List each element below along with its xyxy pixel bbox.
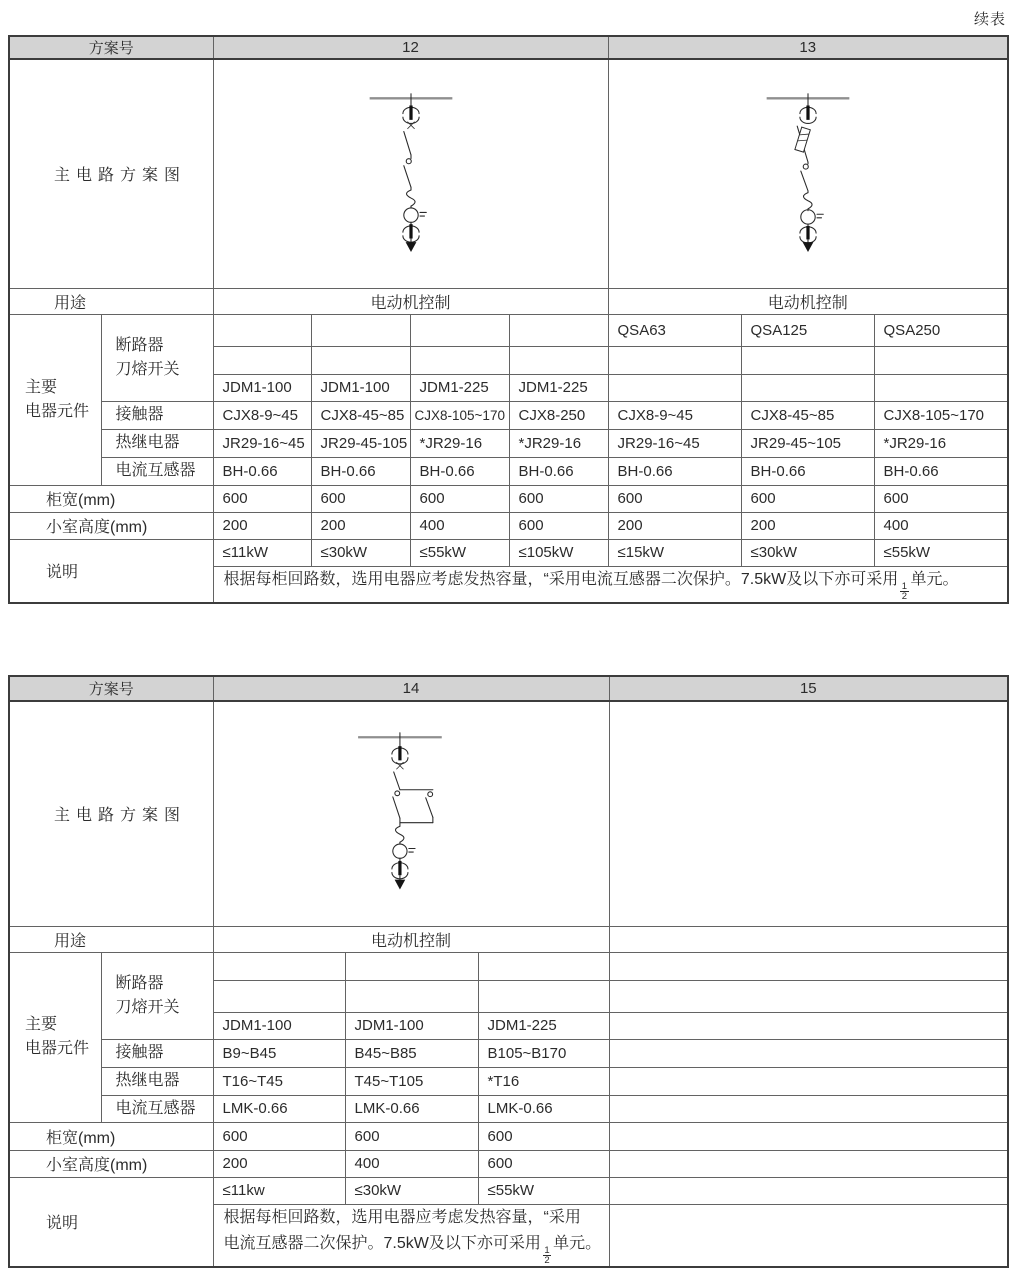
scheme-15-header: 15 — [609, 676, 1008, 701]
power-cell: ≤15kW — [608, 539, 741, 566]
breaker-cell — [213, 346, 311, 374]
height-cell: 200 — [608, 512, 741, 539]
breaker-cell — [478, 980, 609, 1012]
cabinet-width-label: 柜宽(mm) — [9, 485, 213, 512]
scheme-table-14-15 — [8, 675, 1009, 1268]
ct-cell: BH-0.66 — [311, 457, 410, 485]
note-text-cell — [213, 566, 1008, 603]
note-label: 说明 — [9, 539, 213, 603]
contactor-cell: CJX8-105~170 — [874, 401, 1008, 429]
breaker-cell: QSA125 — [741, 314, 874, 346]
power-cell: ≤55kW — [874, 539, 1008, 566]
scheme-table-12-13 — [8, 35, 1009, 604]
width-cell: 600 — [311, 485, 410, 512]
one-half-fraction: $\frac{1}{2}$ — [901, 580, 907, 603]
scheme-12-header: 12 — [213, 36, 608, 59]
note-text: 单元。 — [910, 570, 959, 588]
scheme-14-header: 14 — [213, 676, 609, 701]
contactor-cell: B105~B170 — [478, 1039, 609, 1067]
circuit-diagram-scheme-14 — [349, 731, 474, 893]
breaker-cell: QSA250 — [874, 314, 1008, 346]
breaker-cell — [609, 1012, 1008, 1039]
thermal-cell: JR29-16~45 — [608, 429, 741, 457]
breaker-cell: JDM1-100 — [213, 1012, 345, 1039]
width-cell: 600 — [345, 1122, 478, 1150]
breaker-cell: JDM1-225 — [509, 374, 608, 401]
note-text: 根据每柜回路数，选用电器应考虑发热容量，“采用 — [223, 1208, 581, 1226]
thermal-cell: *JR29-16 — [509, 429, 608, 457]
width-cell: 600 — [741, 485, 874, 512]
breaker-cell: JDM1-225 — [478, 1012, 609, 1039]
breaker-cell — [509, 314, 608, 346]
main-components-label: 主要 电器元件 — [9, 952, 101, 1122]
breaker-cell — [213, 314, 311, 346]
width-cell: 600 — [509, 485, 608, 512]
contactor-label: 接触器 — [101, 1039, 213, 1067]
diagram-cell-scheme-15 — [609, 701, 1008, 926]
power-cell: ≤30kW — [311, 539, 410, 566]
height-cell: 400 — [345, 1150, 478, 1177]
power-cell: ≤55kW — [410, 539, 509, 566]
thermal-cell: T16~T45 — [213, 1067, 345, 1095]
ct-cell: BH-0.66 — [509, 457, 608, 485]
width-cell: 600 — [213, 485, 311, 512]
thermal-relay-label: 热继电器 — [101, 429, 213, 457]
ct-cell: BH-0.66 — [410, 457, 509, 485]
thermal-cell: JR29-45~105 — [741, 429, 874, 457]
width-cell: 600 — [410, 485, 509, 512]
breaker-cell: JDM1-100 — [213, 374, 311, 401]
height-cell: 200 — [213, 512, 311, 539]
circuit-diagram-scheme-13 — [754, 92, 862, 252]
contactor-cell: CJX8-45~85 — [311, 401, 410, 429]
ct-label: 电流互感器 — [101, 457, 213, 485]
power-cell: ≤105kW — [509, 539, 608, 566]
height-cell — [609, 1150, 1008, 1177]
cell-height-label: 小室高度(mm) — [9, 512, 213, 539]
cabinet-width-label: 柜宽(mm) — [9, 1122, 213, 1150]
scheme-no-header: 方案号 — [9, 36, 213, 59]
breaker-cell — [478, 952, 609, 980]
usage-label: 用途 — [9, 926, 213, 952]
ct-cell: LMK-0.66 — [478, 1095, 609, 1122]
breaker-cell — [410, 314, 509, 346]
usage-scheme-14: 电动机控制 — [213, 926, 609, 952]
breaker-cell — [741, 346, 874, 374]
breaker-cell — [311, 346, 410, 374]
circuit-diagram-scheme-12 — [357, 92, 465, 252]
power-cell: ≤30kW — [345, 1177, 478, 1204]
height-cell: 400 — [874, 512, 1008, 539]
thermal-cell: JR29-45-105 — [311, 429, 410, 457]
contactor-cell: CJX8-45~85 — [741, 401, 874, 429]
scheme-13-header: 13 — [608, 36, 1008, 59]
power-cell: ≤11kw — [213, 1177, 345, 1204]
main-components-label: 主要 电器元件 — [9, 314, 101, 485]
note-text: 电流互感器二次保护。7.5kW及以下亦可采用 — [223, 1234, 541, 1252]
usage-scheme-15 — [609, 926, 1008, 952]
thermal-cell: JR29-16~45 — [213, 429, 311, 457]
usage-label: 用途 — [9, 288, 213, 314]
contactor-cell — [609, 1039, 1008, 1067]
diagram-cell-scheme-12 — [213, 59, 608, 288]
breaker-cell — [609, 952, 1008, 980]
contactor-cell: B45~B85 — [345, 1039, 478, 1067]
contactor-cell: CJX8-105~170 — [410, 401, 509, 429]
ct-cell: LMK-0.66 — [345, 1095, 478, 1122]
breaker-cell: JDM1-100 — [311, 374, 410, 401]
note-text-cell — [213, 1204, 609, 1267]
note-text: 单元。 — [553, 1234, 602, 1252]
ct-cell: BH-0.66 — [608, 457, 741, 485]
note-label: 说明 — [9, 1177, 213, 1267]
height-cell: 600 — [478, 1150, 609, 1177]
breaker-cell: JDM1-100 — [345, 1012, 478, 1039]
one-half-fraction: $\frac{1}{2}$ — [544, 1244, 550, 1267]
breaker-cell — [213, 952, 345, 980]
height-cell: 400 — [410, 512, 509, 539]
thermal-relay-label: 热继电器 — [101, 1067, 213, 1095]
ct-cell: BH-0.66 — [213, 457, 311, 485]
height-cell: 600 — [509, 512, 608, 539]
breaker-cell — [509, 346, 608, 374]
cell-height-label: 小室高度(mm) — [9, 1150, 213, 1177]
width-cell: 600 — [478, 1122, 609, 1150]
power-cell — [609, 1177, 1008, 1204]
power-cell: ≤11kW — [213, 539, 311, 566]
ct-label: 电流互感器 — [101, 1095, 213, 1122]
thermal-cell: *T16 — [478, 1067, 609, 1095]
breaker-cell — [311, 314, 410, 346]
breaker-cell — [345, 980, 478, 1012]
ct-cell: LMK-0.66 — [213, 1095, 345, 1122]
breaker-cell — [741, 374, 874, 401]
usage-scheme-13: 电动机控制 — [608, 288, 1008, 314]
breaker-cell — [410, 346, 509, 374]
thermal-cell: *JR29-16 — [410, 429, 509, 457]
thermal-cell: T45~T105 — [345, 1067, 478, 1095]
contactor-cell: CJX8-9~45 — [608, 401, 741, 429]
breaker-switch-label: 断路器 刀熔开关 — [101, 314, 213, 401]
contactor-cell: CJX8-250 — [509, 401, 608, 429]
breaker-cell: QSA63 — [608, 314, 741, 346]
width-cell: 600 — [213, 1122, 345, 1150]
main-diagram-label: 主电路方案图 — [9, 701, 213, 926]
note-cell-scheme-15 — [609, 1204, 1008, 1267]
breaker-cell — [608, 346, 741, 374]
ct-cell: BH-0.66 — [874, 457, 1008, 485]
breaker-cell — [213, 980, 345, 1012]
height-cell: 200 — [741, 512, 874, 539]
power-cell: ≤30kW — [741, 539, 874, 566]
scheme-no-header: 方案号 — [9, 676, 213, 701]
width-cell: 600 — [608, 485, 741, 512]
contactor-cell: CJX8-9~45 — [213, 401, 311, 429]
breaker-cell — [874, 346, 1008, 374]
height-cell: 200 — [213, 1150, 345, 1177]
diagram-cell-scheme-14 — [213, 701, 609, 926]
main-diagram-label: 主电路方案图 — [9, 59, 213, 288]
power-cell: ≤55kW — [478, 1177, 609, 1204]
diagram-cell-scheme-13 — [608, 59, 1008, 288]
usage-scheme-12: 电动机控制 — [213, 288, 608, 314]
ct-cell — [609, 1095, 1008, 1122]
continued-table-label: 续表 — [973, 11, 1006, 28]
width-cell: 600 — [874, 485, 1008, 512]
breaker-cell: JDM1-225 — [410, 374, 509, 401]
breaker-cell — [609, 980, 1008, 1012]
thermal-cell: *JR29-16 — [874, 429, 1008, 457]
width-cell — [609, 1122, 1008, 1150]
thermal-cell — [609, 1067, 1008, 1095]
note-text: 根据每柜回路数，选用电器应考虑发热容量，“采用电流互感器二次保护。7.5kW及以下亦可采用 — [223, 570, 899, 588]
breaker-cell — [608, 374, 741, 401]
ct-cell: BH-0.66 — [741, 457, 874, 485]
height-cell: 200 — [311, 512, 410, 539]
contactor-cell: B9~B45 — [213, 1039, 345, 1067]
breaker-switch-label: 断路器 刀熔开关 — [101, 952, 213, 1039]
contactor-label: 接触器 — [101, 401, 213, 429]
breaker-cell — [345, 952, 478, 980]
breaker-cell — [874, 374, 1008, 401]
